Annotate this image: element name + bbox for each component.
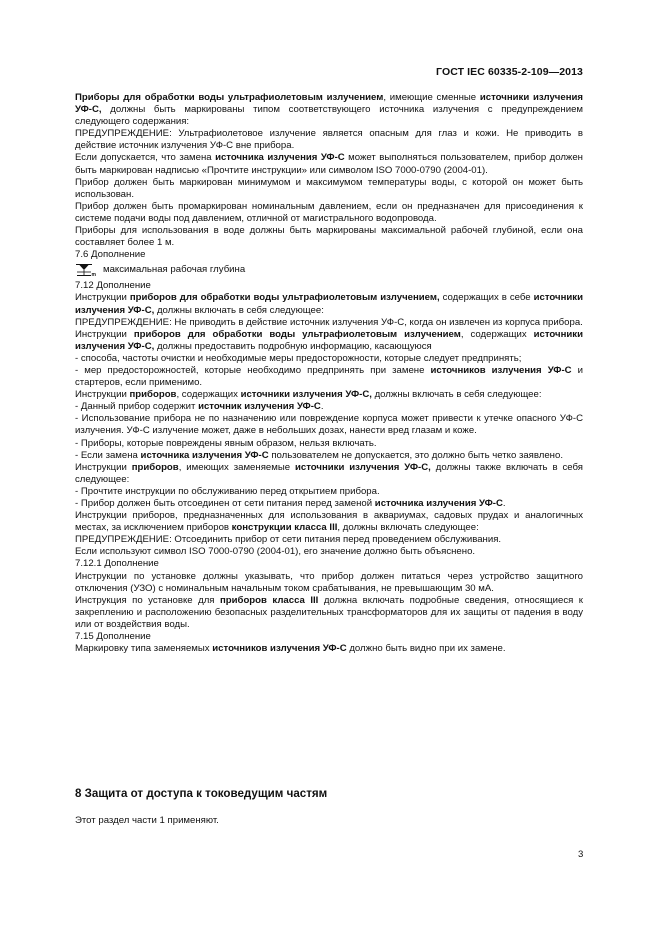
paragraph-detailed-info: Инструкции приборов для обработки воды ультрафиолетовым излучением, содержащих источники излучения УФ-С, должны предоставить подробную информацию, касающуюся: [75, 328, 583, 352]
section-8-text: Этот раздел части 1 применяют.: [75, 815, 219, 826]
list-item-damaged: - Приборы, которые повреждены явным образом, нельзя включать.: [75, 437, 377, 449]
paragraph-warning-removed: ПРЕДУПРЕЖДЕНИЕ: Не приводить в действие источник излучения УФ-С, когда он извлечен из корпуса прибора.: [75, 316, 583, 328]
paragraph-replacement-marking: Если допускается, что замена источника излучения УФ-С может выполняться пользователем, прибор должен быть маркирован надписью «Прочтите инструкции» или символом ISO 7000-0790 (2004-01).: [75, 152, 583, 176]
max-depth-symbol-icon: [75, 263, 97, 277]
list-item-read-instructions: - Прочтите инструкции по обслуживанию перед открытием прибора.: [75, 485, 380, 497]
clause-7-12-1: 7.12.1 Дополнение: [75, 558, 159, 570]
list-item-not-replaceable: - Если замена источника излучения УФ-С пользователем не допускается, это должно быть четко заявлено.: [75, 449, 563, 461]
paragraph-water-temperature: Прибор должен быть маркирован минимумом и максимумом температуры воды, с которой он может быть использован.: [75, 176, 583, 200]
paragraph-class-iii: Инструкция по установке для приборов класса III должна включать подробные сведения, относящиеся к закреплению и расположению безопасных разделительных трансформаторов для их защиты от падения в воду или от воздействия воды.: [75, 594, 583, 630]
list-item-replacement-precautions: - мер предосторожностей, которые необходимо предпринять при замене источников излучения УФ-С и стартеров, если применимо.: [75, 364, 583, 389]
paragraph-max-depth: Приборы для использования в воде должны быть маркированы максимальной рабочей глубиной, если она составляет более 1 м.: [75, 225, 583, 249]
paragraph-symbol-explained: Если используют символ ISO 7000-0790 (2004-01), его значение должно быть объяснено.: [75, 546, 476, 558]
clause-7-12: 7.12 Дополнение: [75, 280, 151, 292]
paragraph-instructions-uv: Инструкции приборов для обработки воды ультрафиолетовым излучением, содержащих в себе источники излучения УФ-С, должны включать в себя следующее:: [75, 292, 583, 316]
paragraph-uv-devices-marking: Приборы для обработки воды ультрафиолетовым излучением, имеющие сменные источники излучения УФ-С, должны быть маркированы типом соответствующего источника излучения с предупреждением следующего содержания:: [75, 92, 584, 128]
symbol-row: [75, 262, 583, 278]
list-item-cleaning: - способа, частоты очистки и необходимые меры предосторожности, которые следует предпринять;: [75, 352, 522, 364]
paragraph-warning-disconnect: ПРЕДУПРЕЖДЕНИЕ: Отсоединить прибор от сети питания перед проведением обслуживания.: [75, 534, 502, 546]
paragraph-warning-uv: ПРЕДУПРЕЖДЕНИЕ: Ультрафиолетовое излучение является опасным для глаз и кожи. Не приводить в действие источник излучения УФ-С вне прибора.: [75, 128, 583, 152]
list-item-misuse: - Использование прибора не по назначению или повреждение корпуса может привести к утечке опасного УФ-С излучения. УФ-С излучение может, даже в небольших дозах, нанести вред глазам и коже.: [75, 413, 583, 437]
svg-text:m: m: [91, 272, 96, 278]
list-item-disconnect: - Прибор должен быть отсоединен от сети питания перед заменой источника излучения УФ-С.: [75, 498, 506, 509]
clause-7-6: 7.6 Дополнение: [75, 249, 146, 261]
paragraph-rcd: Инструкции по установке должны указывать, что прибор должен питаться через устройство защитного отключения (УЗО) с номинальным начальным током срабатывания, не превышающим 30 мА.: [75, 570, 583, 594]
paragraph-instructions-devices: Инструкции приборов, содержащих источники излучения УФ-С, должны включать в себя следующее:: [75, 389, 542, 401]
paragraph-replaceable-sources: Инструкции приборов, имеющих заменяемые источники излучения УФ-С, должны также включать в себя следующее:: [75, 461, 583, 485]
paragraph-rated-pressure: Прибор должен быть промаркирован номинальным давлением, если он предназначен для присоединения к системе подачи воды под давлением, отличной от магистрального водопровода.: [75, 200, 583, 224]
standard-header: ГОСТ IEC 60335-2-109—2013: [436, 66, 583, 78]
symbol-label: максимальная рабочая глубина: [103, 264, 246, 276]
list-item-contains-source: - Данный прибор содержит источник излучения УФ-С.: [75, 401, 324, 413]
section-8-title: 8 Защита от доступа к токоведущим частям: [75, 787, 328, 800]
clause-7-15: 7.15 Дополнение: [75, 631, 151, 643]
paragraph-type-marking: Маркировку типа заменяемых источников излучения УФ-С должно быть видно при их замене.: [75, 643, 506, 655]
page-number: 3: [578, 849, 584, 860]
document-body: [75, 92, 583, 655]
paragraph-aquarium: Инструкции приборов, предназначенных для использования в аквариумах, садовых прудах и аналогичных местах, за исключением приборов конструкции класса III, должны включать следующее:: [75, 510, 583, 534]
